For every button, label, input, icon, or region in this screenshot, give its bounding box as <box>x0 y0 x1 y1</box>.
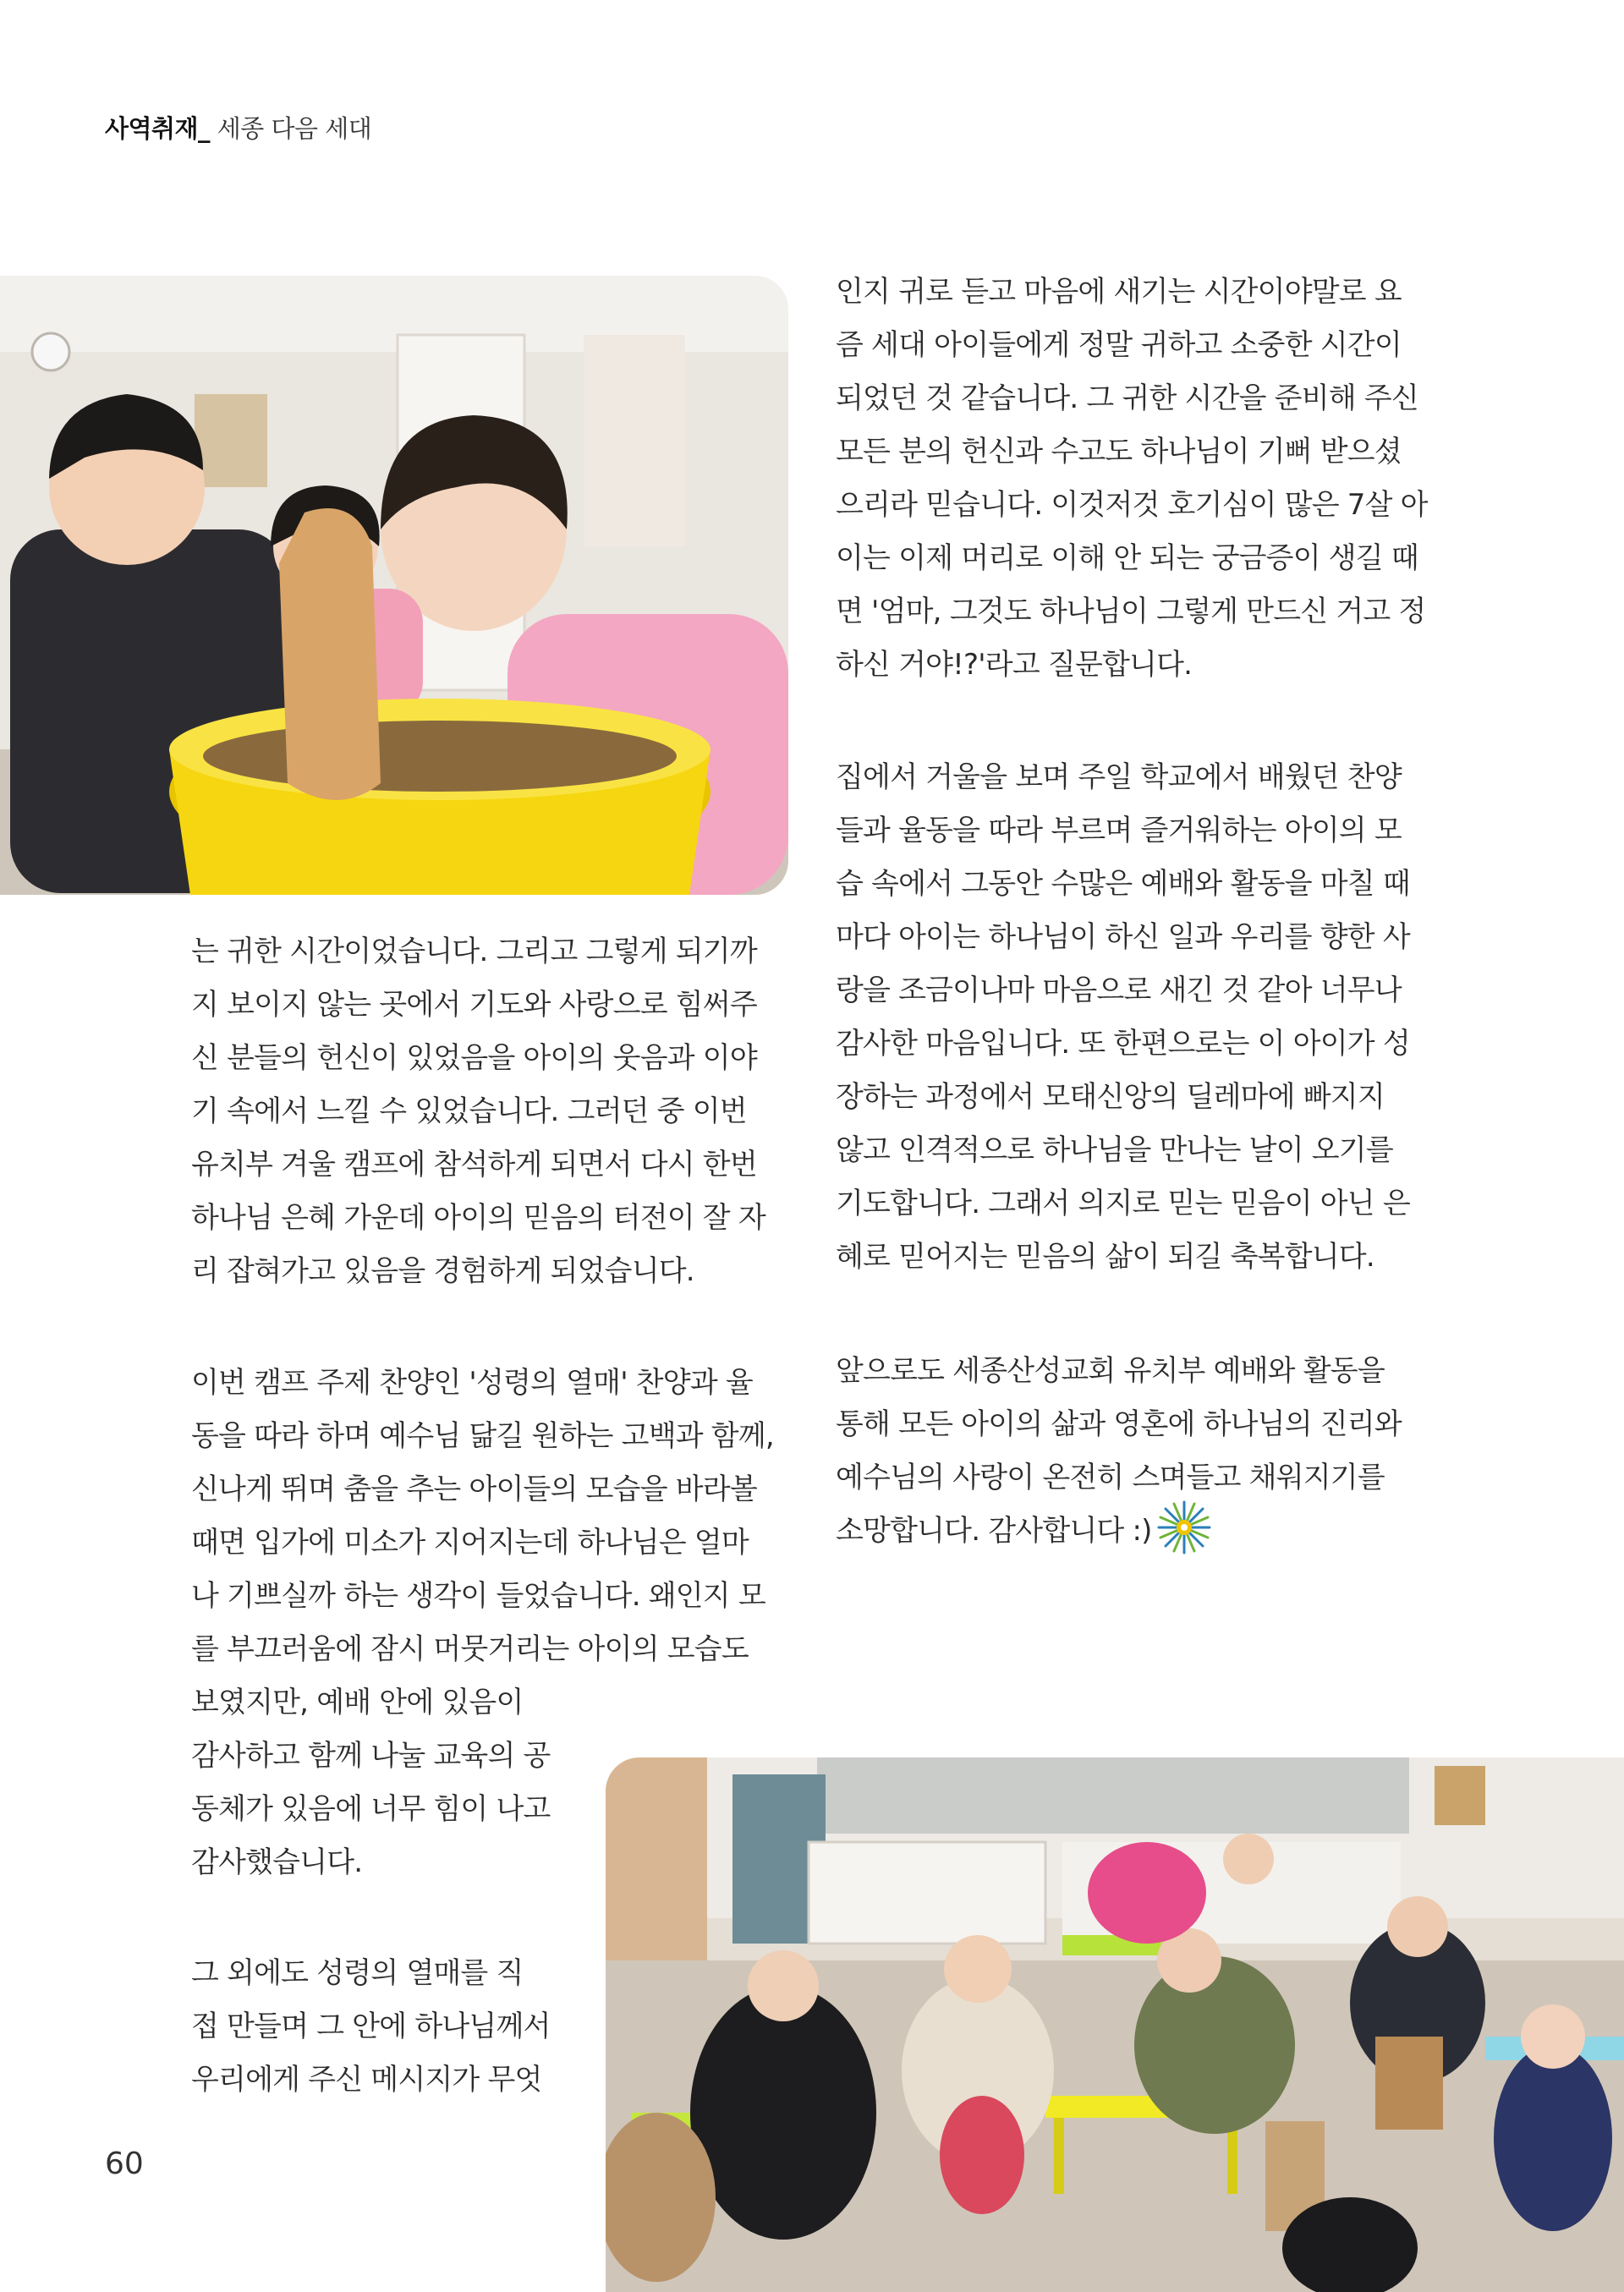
page-number: 60 <box>105 2147 144 2181</box>
text-line: 혜로 믿어지는 믿음의 삶이 되길 축복합니다. <box>836 1240 1374 1274</box>
text-line: 예수님의 사랑이 온전히 스며들고 채워지기를 <box>836 1461 1385 1494</box>
text-line: 를 부끄러움에 잠시 머뭇거리는 아이의 모습도 <box>191 1632 749 1666</box>
text-line: 그 외에도 성령의 열매를 직 <box>191 1956 524 1990</box>
text-line: 나 기쁘실까 하는 생각이 들었습니다. 왜인지 모 <box>191 1579 765 1613</box>
right-paragraph-3 <box>836 1345 1402 1558</box>
text-line: 기 속에서 느낄 수 있었습니다. 그러던 중 이번 <box>191 1094 747 1128</box>
text-line: 면 '엄마, 그것도 하나님이 그렇게 만드신 거고 정 <box>836 595 1426 628</box>
text-line: 감사했습니다. <box>191 1845 363 1879</box>
text-line: 하신 거야!?'라고 질문합니다. <box>836 648 1193 682</box>
text-line: 동체가 있음에 너무 힘이 나고 <box>191 1792 551 1826</box>
text-line: 이는 이제 머리로 이해 안 되는 궁금증이 생길 때 <box>836 541 1418 575</box>
text-line: 즘 세대 아이들에게 정말 귀하고 소중한 시간이 <box>836 328 1402 362</box>
text-line: 우리에게 주신 메시지가 무엇 <box>191 2063 542 2097</box>
text-line: 하나님 은혜 가운데 아이의 믿음의 터전이 잘 자 <box>191 1201 765 1235</box>
text-line: 유치부 겨울 캠프에 참석하게 되면서 다시 한번 <box>191 1148 757 1182</box>
text-line: 보였지만, 예배 안에 있음이 <box>191 1686 524 1719</box>
text-line: 앞으로도 세종산성교회 유치부 예배와 활동을 <box>836 1354 1385 1388</box>
text-line: 집에서 거울을 보며 주일 학교에서 배웠던 찬양 <box>836 760 1402 794</box>
text-line: 때면 입가에 미소가 지어지는데 하나님은 얼마 <box>191 1526 749 1560</box>
text-line: 이번 캠프 주제 찬양인 '성령의 열매' 찬양과 율 <box>191 1366 753 1400</box>
text-line: 으리라 믿습니다. 이것저것 호기심이 많은 7살 아 <box>836 488 1428 522</box>
right-paragraph-1 <box>836 266 1428 692</box>
text-line: 리 잡혀가고 있음을 경험하게 되었습니다. <box>191 1254 694 1288</box>
text-line: 랑을 조금이나마 마음으로 새긴 것 같아 너무나 <box>836 973 1402 1007</box>
text-line: 모든 분의 헌신과 수고도 하나님이 기뻐 받으셨 <box>836 435 1402 469</box>
text-line: 접 만들며 그 안에 하나님께서 <box>191 2010 551 2043</box>
left-paragraph-3 <box>191 1947 551 2107</box>
right-paragraph-2 <box>836 751 1410 1284</box>
closing-line <box>836 1505 1402 1558</box>
photo-camp-activity <box>606 1757 1624 2292</box>
text-line: 감사한 마음입니다. 또 한편으로는 이 아이가 성 <box>836 1027 1410 1061</box>
text-line: 마다 아이는 하나님이 하신 일과 우리를 향한 사 <box>836 920 1410 954</box>
text-line: 동을 따라 하며 예수님 닮길 원하는 고백과 함께, <box>191 1419 774 1453</box>
text-line: 신 분들의 헌신이 있었음을 아이의 웃음과 이야 <box>191 1041 757 1075</box>
text-line: 통해 모든 아이의 삶과 영혼에 하나님의 진리와 <box>836 1407 1402 1441</box>
text-line: 감사하고 함께 나눌 교육의 공 <box>191 1739 551 1773</box>
text-line: 장하는 과정에서 모태신앙의 딜레마에 빠지지 <box>836 1080 1385 1114</box>
text-line: 않고 인격적으로 하나님을 만나는 날이 오기를 <box>836 1133 1393 1167</box>
section-subtitle: 세종 다음 세대 <box>210 114 372 143</box>
text-line: 신나게 뛰며 춤을 추는 아이들의 모습을 바라볼 <box>191 1472 757 1506</box>
text-line: 되었던 것 같습니다. 그 귀한 시간을 준비해 주신 <box>836 381 1418 415</box>
text-line: 지 보이지 않는 곳에서 기도와 사랑으로 힘써주 <box>191 988 757 1022</box>
text-line: 는 귀한 시간이었습니다. 그리고 그렇게 되기까 <box>191 935 757 968</box>
section-header <box>105 110 371 145</box>
text-line: 들과 율동을 따라 부르며 즐거워하는 아이의 모 <box>836 814 1402 847</box>
text-line: 인지 귀로 듣고 마음에 새기는 시간이야말로 요 <box>836 275 1402 309</box>
text-line: 기도합니다. 그래서 의지로 믿는 믿음이 아닌 은 <box>836 1187 1410 1220</box>
photo-children-washing <box>0 276 788 895</box>
text-line: 소망합니다. 감사합니다 :) <box>836 1514 1152 1548</box>
left-paragraph-1 <box>191 925 765 1298</box>
section-title: 사역취재_ <box>105 114 211 143</box>
sparkle-emblem-icon <box>1155 1499 1213 1556</box>
text-line: 습 속에서 그동안 수많은 예배와 활동을 마칠 때 <box>836 867 1410 901</box>
